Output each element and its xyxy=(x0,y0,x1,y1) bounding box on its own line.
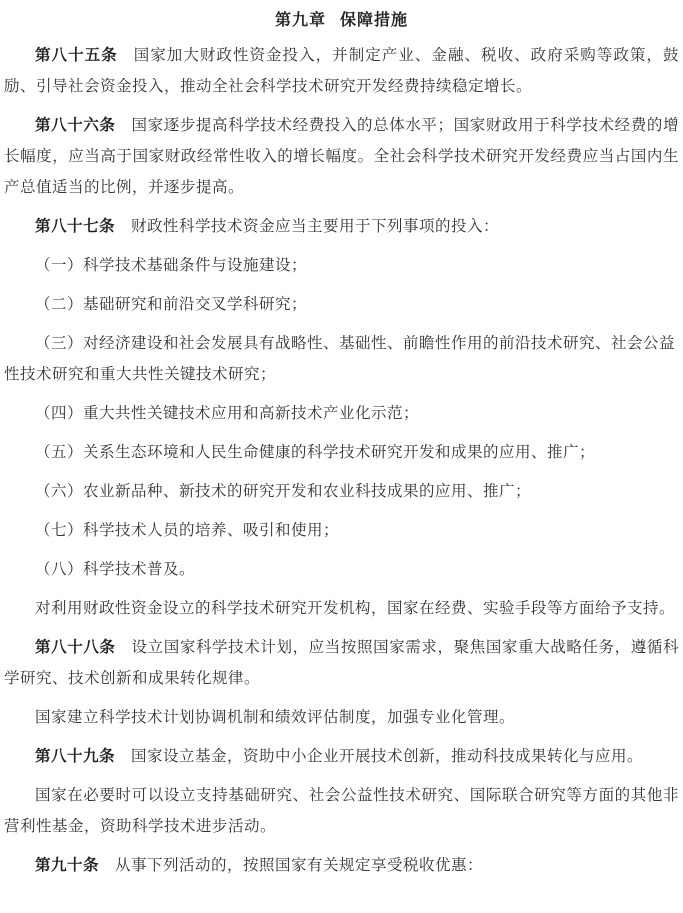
article-86 xyxy=(4,110,679,203)
article-87 xyxy=(4,211,679,242)
article-88-text: 设立国家科学技术计划，应当按照国家需求，聚焦国家重大战略任务，遵循科学研究、技术创新和成果转化规律。 xyxy=(4,638,679,687)
article-87-item-1: （一）科学技术基础条件与设施建设； xyxy=(35,256,308,274)
article-90 xyxy=(4,850,679,881)
chapter-name: 保障措施 xyxy=(340,10,409,29)
article-90-text: 从事下列活动的，按照国家有关规定享受税收优惠： xyxy=(115,856,484,874)
article-89 xyxy=(4,741,679,772)
article-85-text: 国家加大财政性资金投入，并制定产业、金融、税收、政府采购等政策，鼓励、引导社会资金投入，推动全社会科学技术研究开发经费持续稳定增长。 xyxy=(4,46,679,95)
article-89-label: 第八十九条 xyxy=(35,747,116,765)
article-88-label: 第八十八条 xyxy=(35,638,116,656)
article-88 xyxy=(4,632,679,694)
article-87-item-4: （四）重大共性关键技术应用和高新技术产业化示范； xyxy=(35,404,420,422)
article-86-label: 第八十六条 xyxy=(35,116,116,134)
article-87-item-8: （八）科学技术普及。 xyxy=(35,560,196,578)
article-87-item-5: （五）关系生态环境和人民生命健康的科学技术研究开发和成果的应用、推广； xyxy=(35,443,596,461)
chapter-title xyxy=(4,8,679,32)
chapter-number: 第九章 xyxy=(274,10,326,29)
article-87-label: 第八十七条 xyxy=(35,217,116,235)
article-89-text: 国家设立基金，资助中小企业开展技术创新，推动科技成果转化与应用。 xyxy=(131,747,644,765)
article-86-text: 国家逐步提高科学技术经费投入的总体水平；国家财政用于科学技术经费的增长幅度，应当高于国家财政经常性收入的增长幅度。全社会科学技术研究开发经费应当占国内生产总值适当的比例，并逐步提高。 xyxy=(4,116,679,196)
article-87-item-3: （三）对经济建设和社会发展具有战略性、基础性、前瞻性作用的前沿技术研究、社会公益性技术研究和重大共性关键技术研究； xyxy=(4,334,676,383)
article-90-label: 第九十条 xyxy=(35,856,100,874)
article-87-text: 财政性科学技术资金应当主要用于下列事项的投入： xyxy=(131,217,500,235)
article-85-label: 第八十五条 xyxy=(35,46,118,64)
article-89-paragraph-2: 国家在必要时可以设立支持基础研究、社会公益性技术研究、国际联合研究等方面的其他非营利性基金，资助科学技术进步活动。 xyxy=(4,786,679,835)
article-87-item-2: （二）基础研究和前沿交叉学科研究； xyxy=(35,295,308,313)
article-87-item-6: （六）农业新品种、新技术的研究开发和农业科技成果的应用、推广； xyxy=(35,482,532,500)
article-85 xyxy=(4,40,679,102)
article-87-item-7: （七）科学技术人员的培养、吸引和使用； xyxy=(35,521,340,539)
article-87-closing: 对利用财政性资金设立的科学技术研究开发机构，国家在经费、实验手段等方面给予支持。 xyxy=(35,599,676,617)
article-88-paragraph-2: 国家建立科学技术计划协调机制和绩效评估制度，加强专业化管理。 xyxy=(35,708,516,726)
